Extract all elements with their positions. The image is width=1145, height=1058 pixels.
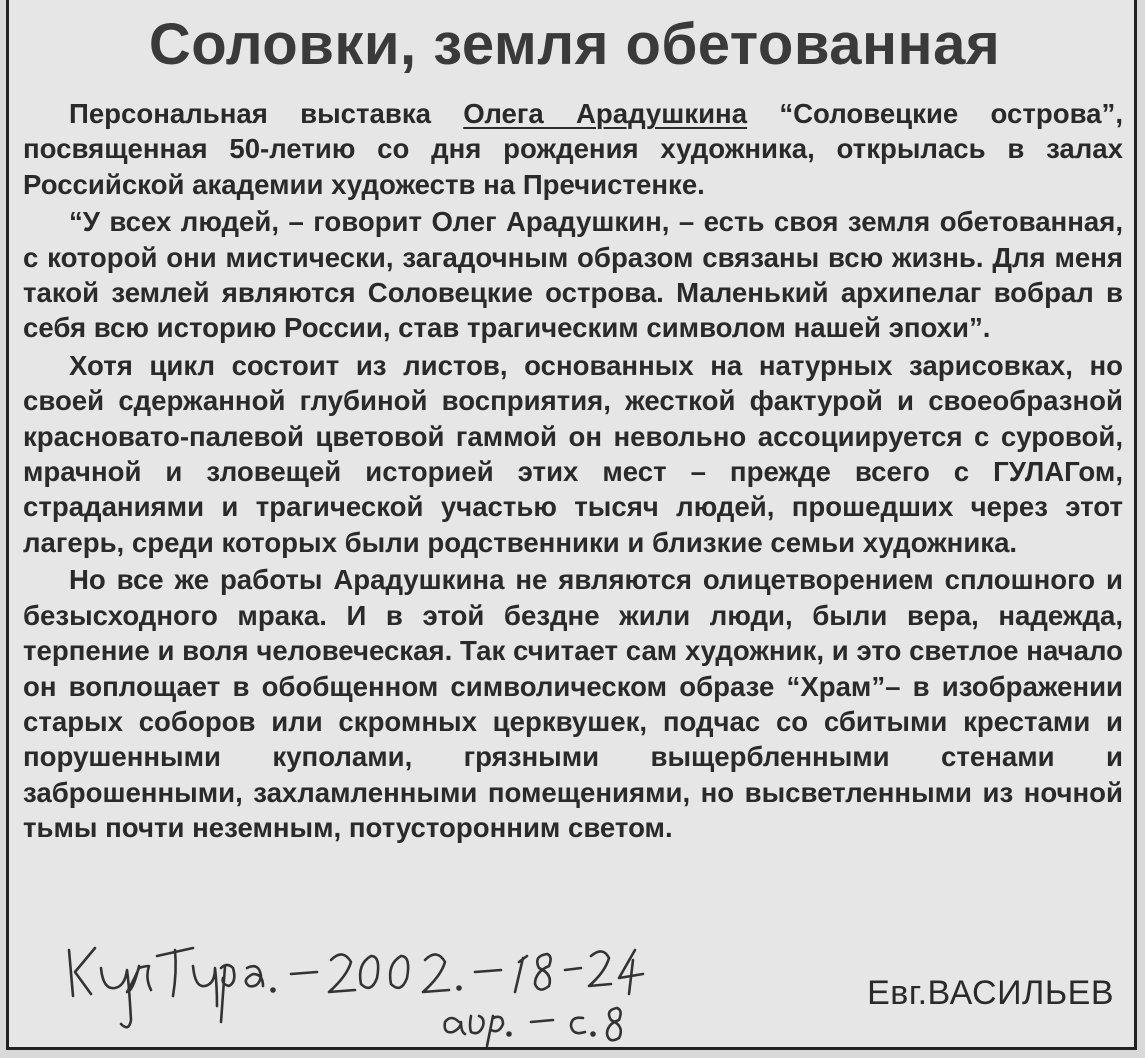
paragraph-text: Персональная выставка (69, 98, 464, 129)
article-paragraph: “У всех людей, – говорит Олег Арадушкин, – есть своя земля обетованная, с которой они мистически, загадочным образом связаны всю жизнь. Для меня такой землей являются Соловецкие острова. Маленький архипелаг вобрал в себя всю историю России, став трагическим символом нашей эпохи”. (23, 206, 1123, 344)
handwritten-source-note (61, 938, 761, 1048)
article-paragraph: Но все же работы Арадушкина не являются олицетворением сплошного и безысходного мрака. И в этой бездне жили люди, были вера, надежда, терпение и воля человеческая. Так считает сам художник, и это светлое начало он воплощает в обобщенном символическом образе “Храм”– в изображении старых соборов или скромных церквушек, подчас со сбитыми крестами и порушенными куполами, грязными выщербленными стенами и заброшенными, захламленными помещениями, но высветленными из ночной тьмы почти неземным, потусторонним светом. (23, 564, 1123, 844)
article-body (23, 96, 1123, 848)
artist-name-underlined: Олега Арадушкина (463, 98, 748, 129)
author-byline: Евг.ВАСИЛЬЕВ (867, 974, 1114, 1012)
article-paragraph (23, 96, 1123, 202)
article-paragraph: Хотя цикл состоит из листов, основанных на натурных зарисовках, но своей сдержанной глубиной восприятия, жесткой фактурой и своеобразной красновато-палевой цветовой гаммой он невольно ассоциируется с суровой, мрачной и зловещей историей этих мест – прежде всего с ГУЛАГом, страданиями и трагической участью тысяч людей, прошедших через этот лагерь, среди которых были родственники и близкие семьи художника. (23, 349, 1123, 558)
paragraph-text: “Соловецкие острова”, посвященная 50-летию со дня рождения художника, открылась в залах Российской академии художеств на Пречистенке. (23, 98, 1123, 200)
handwriting-image (61, 938, 761, 1048)
article-title: Соловки, земля обетованная (148, 12, 1001, 77)
newspaper-clipping (6, 0, 1137, 1050)
